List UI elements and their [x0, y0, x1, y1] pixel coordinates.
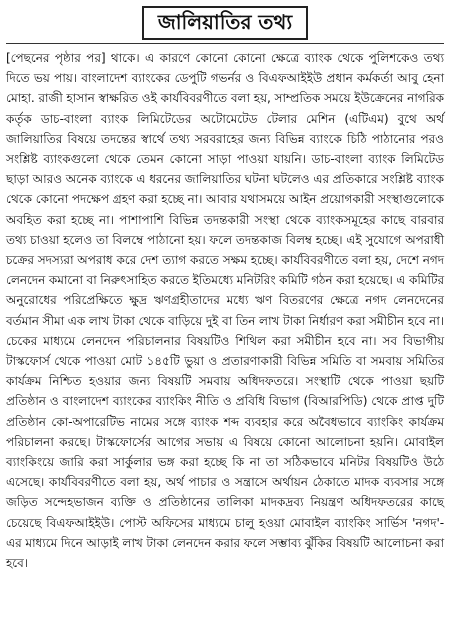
headline: জালিয়াতির তথ্য — [142, 6, 308, 40]
divider — [6, 43, 444, 44]
article-body-text: থাকে। এ কারণে কোনো কোনো ক্ষেত্রে ব্যাংক থেকে পুলিশকেও তথ্য দিতে ভয় পায়। বাংলাদেশ ব্যাংকের ডেপুটি গভর্নর ও বিএফআইইউ প্রধান কর্মকর্তা আবু হেনা মোহা. রাজী হাসান স্বাক্ষরিত ওই কার্যবিবরণীতে বলা হয়, সাম্প্রতিক সময়ে ইউক্রেনের নাগরিক কর্তৃক ডাচ-বাংলা ব্যাংক লিমিটেডের অটোমেটেড টেলার মেশিন (এটিএম) বুথে অর্থ জালিয়াতির বিষয়ে তদন্তের স্বার্থে তথ্য সরবরাহের জন্য বিভিন্ন ব্যাংকে চিঠি পাঠানোর পরও সংশ্লিষ্ট ব্যাংকগুলো থেকে তেমন কোনো সাড়া পাওয়া যায়নি। ডাচ-বাংলা ব্যাংক লিমিটেড ছাড়া আরও অনেক ব্যাংকে এ ধরনের জালিয়াতির ঘটনা ঘটলেও এর প্রতিকারে সংশ্লিষ্ট ব্যাংক থেকে কোনো পদক্ষেপ গ্রহণ করা হচ্ছে না। আবার যথাসময়ে আইন প্রয়োগকারী সংস্থাগুলোকে অবহিত করা হচ্ছে না। পাশাপাশি বিভিন্ন তদন্তকারী সংস্থা থেকে ব্যাংকসমূহের কাছে বারবার তথ্য চাওয়া হলেও তা বিলম্বে পাঠানো হয়। ফলে তদন্তকাজ বিলম্ব হচ্ছে। এই সুযোগে অপরাধী চক্রের সদস্যরা অপরাধ করে দেশ ত্যাগ করতে সক্ষম হচ্ছে। কার্যবিবরণীতে বলা হয়, দেশে নগদ লেনদেন কমানো বা নিরুৎসাহিত করতে ইতিমধ্যে মনিটরিং কমিটি গঠন করা হয়েছে। এ কমিটির অনুরোধের পরিপ্রেক্ষিতে ক্ষুদ্র ঋণগ্রহীতাদের মধ্যে ঋণ বিতরণের ক্ষেত্রে নগদ লেনদেনের বর্তমান সীমা এক লাখ টাকা থেকে বাড়িয়ে দুই বা তিন লাখ টাকা নির্ধারণ করা সমীচীন হবে না। চেকের মাধ্যমে লেনদেন পরিচালনার বিষয়টিও শিথিল করা সমীচীন হবে না। সব বিভাগীয় টাস্কফোর্স থেকে পাওয়া মোট ১৪৫টি ভুয়া ও প্রতারণাকারী বিভিন্ন সমিতি বা সমবায় সমিতির কার্যক্রম নিশ্চিত হওয়ার জন্য বিষয়টি সমবায় অধিদফতরে। সংস্থাটি থেকে পাওয়া ছয়টি প্রতিষ্ঠান ও বাংলাদেশ ব্যাংকের ব্যাংকিং নীতি ও প্রবিধি বিভাগ (বিআরপিডি) থেকে প্রাপ্ত দুটি প্রতিষ্ঠান কো-অপারেটিভ নামের সঙ্গে ব্যাংক শব্দ ব্যবহার করে অবৈধভাবে ব্যাংকিং কার্যক্রম পরিচালনা করছে। টাস্কফোর্সের আগের সভায় এ বিষয়ে কোনো আলোচনা হয়নি। মোবাইল ব্যাংকিংয়ে জারি করা সার্কুলার ভঙ্গ করা হচ্ছে কি না তা সঠিকভাবে মনিটর বিষয়টিও উঠে এসেছে। কার্যবিবরণীতে বলা হয়, অর্থ পাচার ও সন্ত্রাসে অর্থায়ন ঠেকাতে মাদক ব্যবসার সঙ্গে জড়িত সন্দেহভাজন ব্যক্তি ও প্রতিষ্ঠানের তালিকা মাদকদ্রব্য নিয়ন্ত্রণ অধিদফতরের কাছে চেয়েছে বিএফআইইউ। পোস্ট অফিসের মাধ্যমে চালু হওয়া মোবাইল ব্যাংকিং সার্ভিস 'নগদ'-এর মাধ্যমে দিনে আড়াই লাখ টাকা লেনদেন করার ফলে সম্ভাব্য ঝুঁকির বিষয়টি আলোচনা করা হবে। — [6, 51, 445, 571]
continuation-marker: [পেছনের পৃষ্ঠার পর] — [6, 51, 106, 65]
article-body — [6, 48, 444, 573]
headline-container — [6, 6, 444, 40]
